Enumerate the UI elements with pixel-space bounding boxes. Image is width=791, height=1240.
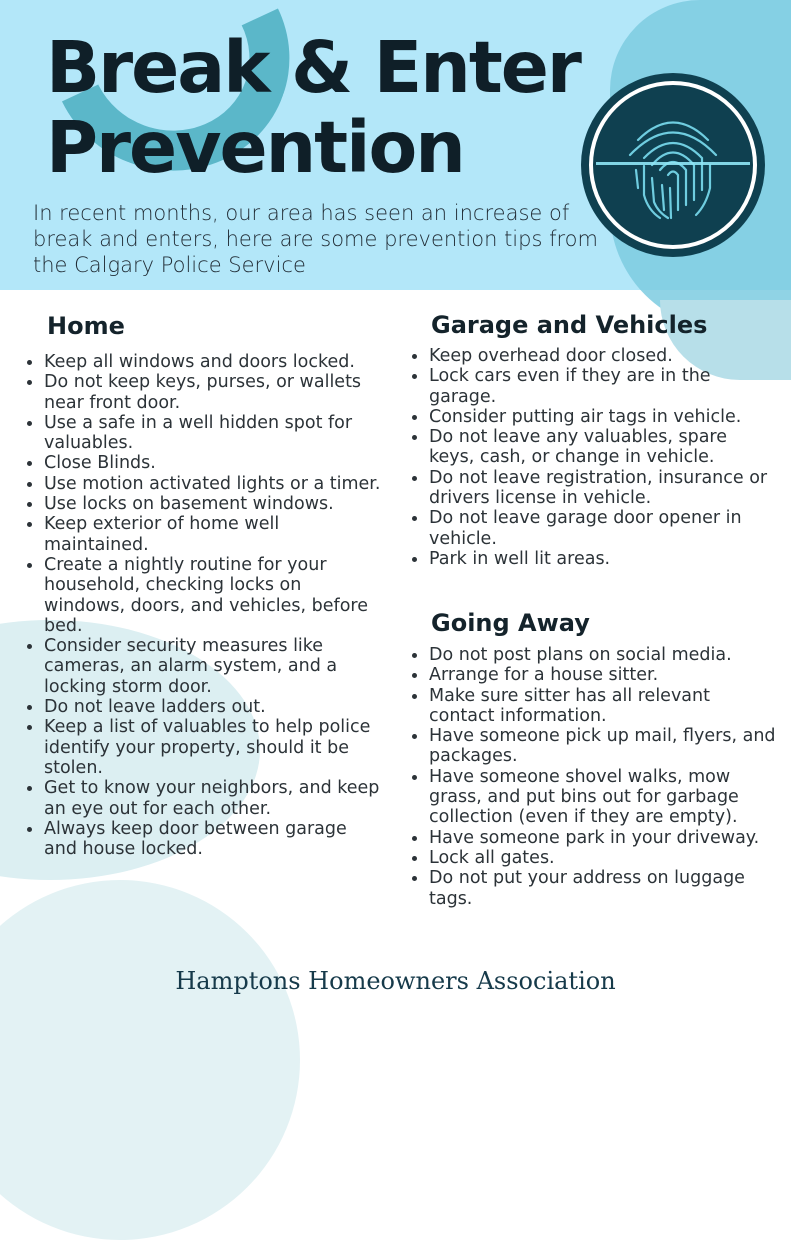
list-item: Do not put your address on luggage tags. xyxy=(429,868,779,909)
list-item: Create a nightly routine for your household, checking locks on windows, doors, and vehicles, before bed. xyxy=(44,555,384,636)
list-item: Do not leave registration, insurance or drivers license in vehicle. xyxy=(429,467,768,509)
going-away-tips-list xyxy=(409,645,779,909)
list-item: Keep exterior of home well maintained. xyxy=(44,514,384,555)
fingerprint-icon xyxy=(578,70,768,260)
list-item: Get to know your neighbors, and keep an eye out for each other. xyxy=(44,778,384,819)
section-title-going-away: Going Away xyxy=(431,609,590,637)
list-item: Keep a list of valuables to help police identify your property, should it be stolen. xyxy=(44,717,384,778)
garage-tips-list xyxy=(409,346,769,569)
decorative-circle-bottom xyxy=(0,880,300,1240)
list-item: Park in well lit areas. xyxy=(429,549,769,569)
list-item: Always keep door between garage and house locked. xyxy=(44,819,384,860)
list-item: Keep overhead door closed. xyxy=(429,346,769,366)
list-item: Close Blinds. xyxy=(44,453,384,473)
section-title-garage: Garage and Vehicles xyxy=(431,311,708,339)
intro-text: In recent months, our area has seen an increase of break and enters, here are some prevention tips from the Calgary Police Service xyxy=(33,201,598,277)
list-item: Use a safe in a well hidden spot for valuables. xyxy=(44,413,384,454)
list-item: Do not leave any valuables, spare keys, cash, or change in vehicle. xyxy=(429,427,769,468)
list-item: Use locks on basement windows. xyxy=(44,494,384,514)
list-item: Make sure sitter has all relevant contact information. xyxy=(429,686,779,727)
list-item: Arrange for a house sitter. xyxy=(429,665,779,685)
list-item: Use motion activated lights or a timer. xyxy=(44,474,384,494)
list-item: Have someone shovel walks, mow grass, and put bins out for garbage collection (even if they are empty). xyxy=(429,767,779,828)
list-item: Lock cars even if they are in the garage. xyxy=(429,366,769,407)
footer-organization: Hamptons Homeowners Association xyxy=(175,967,616,995)
list-item: Have someone pick up mail, flyers, and packages. xyxy=(429,726,779,767)
list-item: Lock all gates. xyxy=(429,848,779,868)
title-line-2: Prevention xyxy=(46,106,464,189)
list-item: Have someone park in your driveway. xyxy=(429,828,779,848)
page-title xyxy=(46,28,580,188)
list-item: Do not post plans on social media. xyxy=(429,645,779,665)
list-item: Do not leave ladders out. xyxy=(44,697,384,717)
section-title-home: Home xyxy=(47,312,125,340)
list-item: Do not leave garage door opener in vehicle. xyxy=(429,508,769,549)
home-tips-list xyxy=(24,352,384,859)
list-item: Keep all windows and doors locked. xyxy=(44,352,384,372)
list-item: Do not keep keys, purses, or wallets near front door. xyxy=(44,372,384,413)
list-item: Consider security measures like cameras, an alarm system, and a locking storm door. xyxy=(44,636,384,697)
title-line-1: Break & Enter xyxy=(46,26,580,109)
list-item: Consider putting air tags in vehicle. xyxy=(429,407,769,427)
